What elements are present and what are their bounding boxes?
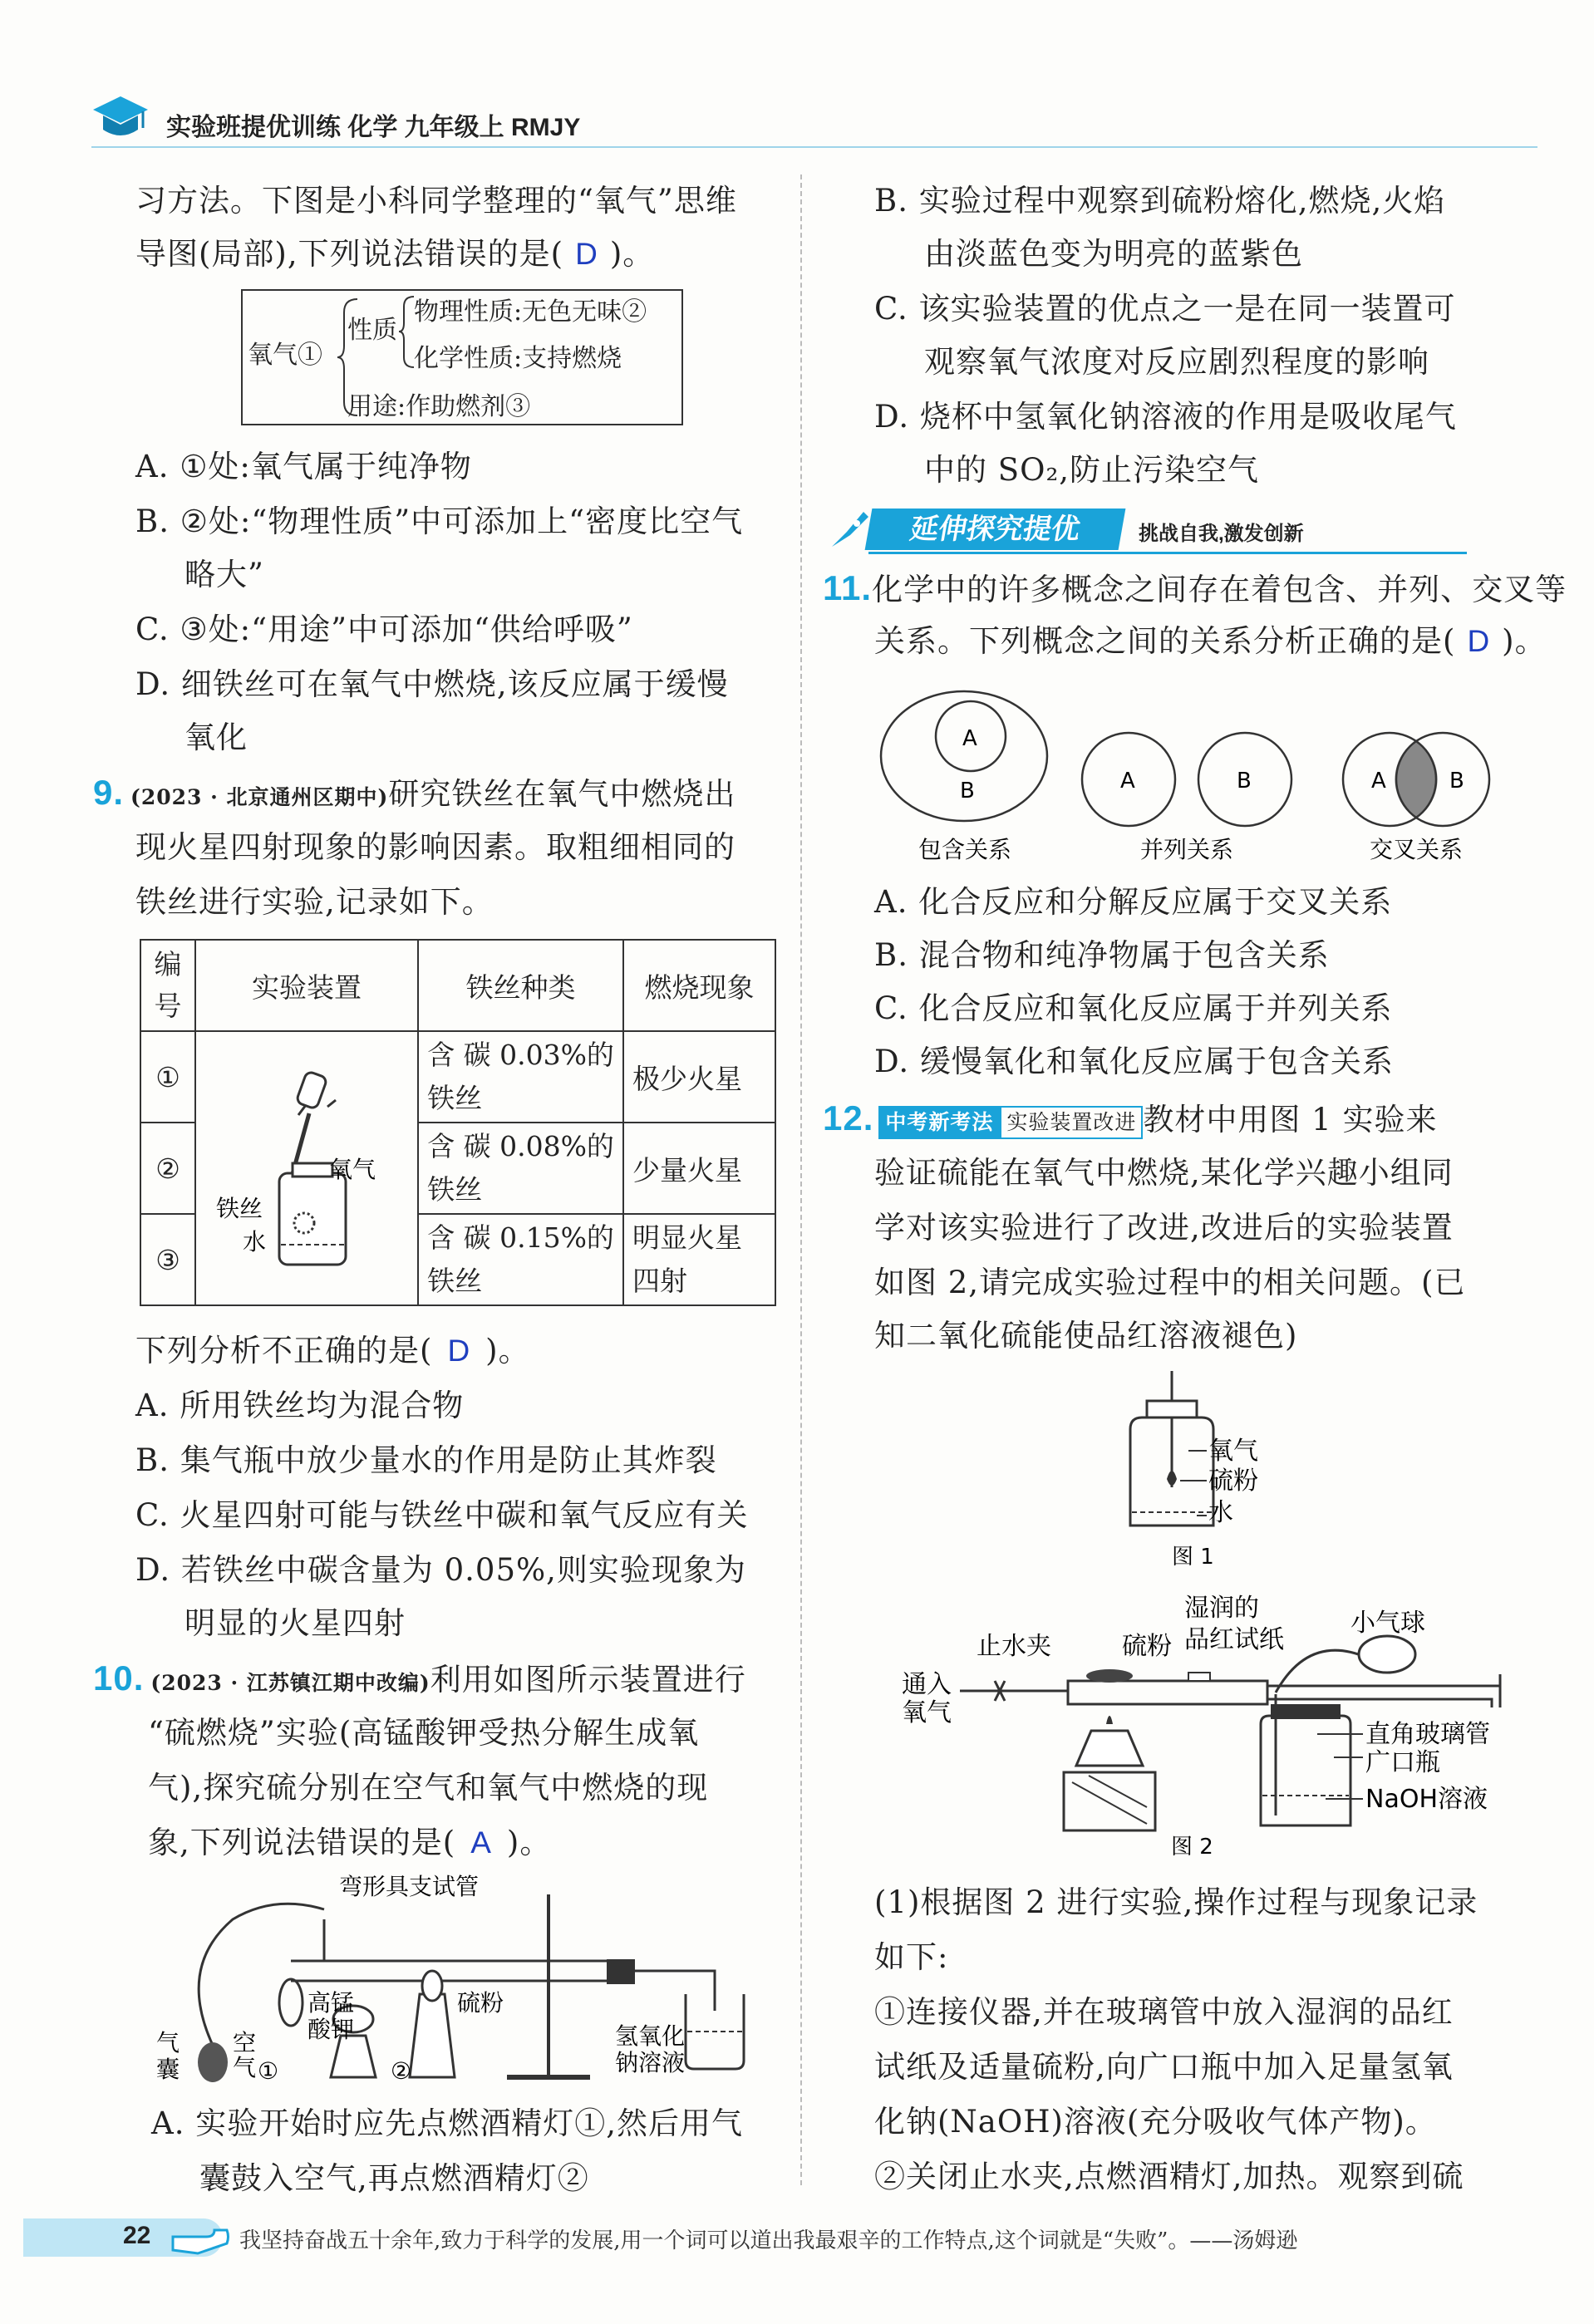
q10-stem-line-4 (148, 1816, 551, 1870)
page-number: 22 (123, 2222, 151, 2249)
fig2-balloon: 小气球 (1350, 1609, 1425, 1638)
table-cell-id: ③ (140, 1214, 195, 1305)
table-cell-wire: 含 碳 0.15%的铁丝 (418, 1214, 623, 1305)
intro-answer: D (575, 237, 598, 271)
q10-stem-text: 利用如图所示装置进行 (430, 1662, 746, 1698)
q10-option-d-cont: 中的 SO₂,防止污染空气 (924, 452, 1260, 488)
q12-figure-2 (902, 1583, 1542, 1865)
fig1-sulfur: 硫粉 (1208, 1467, 1258, 1496)
mindmap-chemical: 化学性质:支持燃烧 (414, 344, 622, 373)
q12-tag-improve: 实验装置改进 (1000, 1106, 1143, 1139)
fig2-caption: 图 2 (1171, 1835, 1213, 1860)
table-device-figure (195, 1031, 418, 1305)
footer-quote: 我坚持奋战五十余年,致力于科学的发展,用一个词可以道出我最艰辛的工作特点,这个词就是“失败”。——汤姆逊 (239, 2228, 1298, 2253)
venn-parallel-b: B (1237, 769, 1252, 794)
q9-option-c: C. 火星四射可能与铁丝中碳和氧气反应有关 (135, 1497, 749, 1533)
fig2-wet-paper: 湿润的 (1184, 1594, 1259, 1623)
q12-part-1-cont: 如下: (874, 1939, 949, 1975)
fig2-inlet-1: 通入 (902, 1670, 952, 1699)
q8-option-d: D. 细铁丝可在氧气中燃烧,该反应属于缓慢 (135, 666, 729, 702)
fig2-sulfur: 硫粉 (1122, 1632, 1172, 1661)
mindmap-root: 氧气① (248, 341, 322, 370)
venn-include-label: 包含关系 (918, 836, 1012, 863)
q12-step-1-cont-2: 化钠(NaOH)溶液(充分吸收气体产物)。 (874, 2104, 1437, 2140)
q11-venn-diagram (873, 681, 1546, 872)
label-kmno4-2: 酸钾 (307, 2016, 355, 2043)
q11-stem-text-2: 关系。下列概念之间的关系分析正确的是( (874, 623, 1456, 659)
label-lamp-2: ② (391, 2057, 412, 2085)
table-cell-wire: 含 碳 0.08%的铁丝 (418, 1123, 623, 1214)
intro-text: 导图(局部),下列说法错误的是( (135, 236, 564, 272)
pointing-hand-icon (165, 2212, 231, 2262)
intro-line-2 (135, 228, 654, 281)
q10-option-d: D. 烧杯中氢氧化钠溶液的作用是吸收尾气 (874, 399, 1457, 435)
venn-include-b: B (960, 779, 975, 803)
fig2-clamp: 止水夹 (977, 1632, 1051, 1661)
q9-source: (2023 · 北京通州区期中) (130, 785, 389, 809)
mindmap-box (241, 289, 683, 425)
q11-stem-text: 化学中的许多概念之间存在着包含、并列、交叉等 (872, 572, 1567, 607)
q9-stem-line-1 (93, 766, 736, 824)
device-water-label: 水 (243, 1228, 267, 1255)
q12-stem-line-1 (823, 1092, 1437, 1147)
q11-stem-line-2 (874, 615, 1547, 668)
intro-end: )。 (609, 236, 655, 272)
q12-part-1: (1)根据图 2 进行实验,操作过程与现象记录 (874, 1884, 1478, 1920)
q10-option-a-cont: 囊鼓入空气,再点燃酒精灯② (199, 2160, 589, 2196)
label-lamp-1: ① (258, 2057, 279, 2085)
q10-stem-end: )。 (506, 1825, 552, 1860)
q11-stem-end: )。 (1502, 623, 1547, 659)
q12-stem-line-5: 知二氧化硫能使品红溶液褪色) (874, 1318, 1298, 1354)
table-cell-phenomenon: 少量火星 (623, 1123, 775, 1214)
q9-option-b: B. 集气瓶中放少量水的作用是防止其炸裂 (135, 1442, 717, 1478)
q10-answer: A (470, 1825, 492, 1860)
q11-number: 11. (823, 568, 873, 607)
venn-include-a: A (962, 726, 977, 751)
q9-stem-text: 研究铁丝在氧气中燃烧出 (388, 776, 736, 812)
fig2-bottle: 广口瓶 (1365, 1748, 1440, 1777)
q12-step-1-cont: 试纸及适量硫粉,向广口瓶中加入足量氢氧 (874, 2049, 1454, 2085)
q11-option-a: A. 化合反应和分解反应属于交叉关系 (874, 884, 1393, 920)
label-bag-2: 囊 (156, 2056, 180, 2083)
q11-answer: D (1467, 624, 1491, 658)
q12-tag-new: 中考新考法 (878, 1106, 1000, 1139)
q9-option-a: A. 所用铁丝均为混合物 (135, 1388, 465, 1423)
q11-stem-line-1 (823, 562, 1567, 617)
q11-option-d: D. 缓慢氧化和氧化反应属于包含关系 (874, 1044, 1394, 1079)
device-wire-label: 铁丝 (216, 1195, 263, 1222)
section-banner (827, 505, 1467, 553)
q10-stem-line-1 (93, 1652, 746, 1710)
label-naoh-1: 氢氧化 (615, 2022, 686, 2050)
q8-option-b-cont: 略大” (184, 557, 264, 592)
fig1-water: 水 (1208, 1498, 1233, 1527)
q9-ask-text: 下列分析不正确的是( (135, 1333, 433, 1368)
q9-stem-line-2: 现火星四射现象的影响因素。取粗细相同的 (135, 829, 736, 865)
mindmap-usage: 用途:作助燃剂③ (347, 392, 531, 421)
q12-stem-line-3: 学对该实验进行了改进,改进后的实验装置 (874, 1210, 1454, 1246)
label-air-1: 空 (233, 2029, 257, 2056)
q12-step-1: ①连接仪器,并在玻璃管中放入湿润的品红 (874, 1994, 1454, 2030)
graduation-cap-icon (91, 93, 150, 145)
q8-option-b: B. ②处:“物理性质”中可添加上“密度比空气 (135, 504, 744, 539)
q10-apparatus-figure (141, 1870, 790, 2086)
q8-option-d-cont: 氧化 (184, 720, 248, 755)
section-title: 延伸探究提优 (865, 509, 1126, 550)
label-naoh-2: 钠溶液 (615, 2049, 686, 2076)
q10-option-c: C. 该实验装置的优点之一是在同一装置可 (874, 291, 1456, 327)
q9-option-d-cont: 明显的火星四射 (184, 1605, 406, 1641)
q9-ask-end: )。 (485, 1333, 530, 1368)
q10-stem-text-4: 象,下列说法错误的是( (148, 1825, 456, 1860)
table-cell-id: ② (140, 1123, 195, 1214)
label-air-2: 气 (233, 2054, 257, 2081)
fig2-inlet-2: 氧气 (902, 1698, 952, 1727)
fig1-caption: 图 1 (1172, 1545, 1214, 1570)
venn-cross-a: A (1371, 769, 1386, 794)
venn-cross-b: B (1449, 769, 1464, 794)
label-tube: 弯形具支试管 (339, 1873, 480, 1900)
q11-option-c: C. 化合反应和氧化反应属于并列关系 (874, 990, 1393, 1026)
q9-ask (135, 1324, 530, 1378)
q12-stem-line-4: 如图 2,请完成实验过程中的相关问题。(已 (874, 1265, 1466, 1300)
q12-figure-1 (1105, 1371, 1321, 1579)
fig1-oxygen: 氧气 (1208, 1437, 1258, 1466)
q8-option-a: A. ①处:氧气属于纯净物 (135, 449, 472, 484)
table-header-phenomenon: 燃烧现象 (623, 940, 775, 1031)
q12-stem-line-2: 验证硫能在氧气中燃烧,某化学兴趣小组同 (874, 1155, 1454, 1191)
q10-option-a: A. 实验开始时应先点燃酒精灯①,然后用气 (151, 2105, 744, 2141)
fig2-wet-paper-2: 品红试纸 (1184, 1625, 1284, 1654)
q9-option-d: D. 若铁丝中碳含量为 0.05%,则实验现象为 (135, 1552, 746, 1588)
venn-parallel-a: A (1120, 769, 1135, 794)
venn-parallel-label: 并列关系 (1140, 836, 1234, 863)
q10-stem-line-3: 气),探究硫分别在空气和氧气中燃烧的现 (148, 1770, 709, 1806)
table-header-wire: 铁丝种类 (418, 940, 623, 1031)
iron-wire-apparatus (211, 1040, 402, 1290)
mindmap-nature: 性质 (347, 316, 397, 345)
section-rule (868, 552, 1467, 554)
q10-option-c-cont: 观察氧气浓度对反应剧烈程度的影响 (924, 344, 1429, 380)
section-subtitle: 挑战自我,激发创新 (1139, 523, 1304, 545)
header-title: 实验班提优训练 化学 九年级上 RMJY (166, 114, 581, 141)
q10-stem-line-2: “硫燃烧”实验(高锰酸钾受热分解生成氧 (148, 1715, 700, 1751)
q12-stem-text: 教材中用图 1 实验来 (1143, 1102, 1438, 1137)
fig2-naoh: NaOH溶液 (1365, 1785, 1488, 1814)
column-divider (800, 174, 802, 2185)
q10-option-b: B. 实验过程中观察到硫粉熔化,燃烧,火焰 (874, 183, 1446, 219)
table-cell-id: ① (140, 1031, 195, 1123)
q9-table (140, 939, 776, 1306)
table-cell-phenomenon: 明显火星四射 (623, 1214, 775, 1305)
q12-number: 12. (823, 1098, 874, 1137)
footer (23, 2210, 1536, 2268)
q10-number: 10. (93, 1658, 145, 1698)
header-rule (91, 146, 1537, 148)
label-bag-1: 气 (156, 2029, 180, 2056)
label-kmno4-1: 高锰 (307, 1989, 355, 2017)
table-cell-phenomenon: 极少火星 (623, 1031, 775, 1123)
table-header-device: 实验装置 (195, 940, 418, 1031)
q9-number: 9. (93, 773, 125, 812)
label-sulfur: 硫粉 (457, 1989, 504, 2017)
table-cell-wire: 含 碳 0.03%的铁丝 (418, 1031, 623, 1123)
device-oxygen-label: 氧气 (329, 1156, 376, 1183)
q12-step-2: ②关闭止水夹,点燃酒精灯,加热。观察到硫 (874, 2159, 1464, 2194)
venn-cross-label: 交叉关系 (1370, 836, 1464, 863)
table-row (140, 1031, 775, 1123)
fig2-tube: 直角玻璃管 (1365, 1720, 1490, 1749)
q9-answer: D (447, 1334, 471, 1368)
q9-stem-line-3: 铁丝进行实验,记录如下。 (135, 884, 494, 920)
q8-option-c: C. ③处:“用途”中可添加“供给呼吸” (135, 612, 633, 647)
mindmap-physical: 物理性质:无色无味② (414, 297, 647, 327)
q11-option-b: B. 混合物和纯净物属于包含关系 (874, 937, 1330, 973)
table-header-id: 编号 (140, 940, 195, 1031)
q10-source: (2023 · 江苏镇江期中改编) (150, 1671, 430, 1695)
intro-line-1: 习方法。下图是小科同学整理的“氧气”思维 (135, 183, 737, 219)
q10-option-b-cont: 由淡蓝色变为明亮的蓝紫色 (924, 236, 1303, 272)
